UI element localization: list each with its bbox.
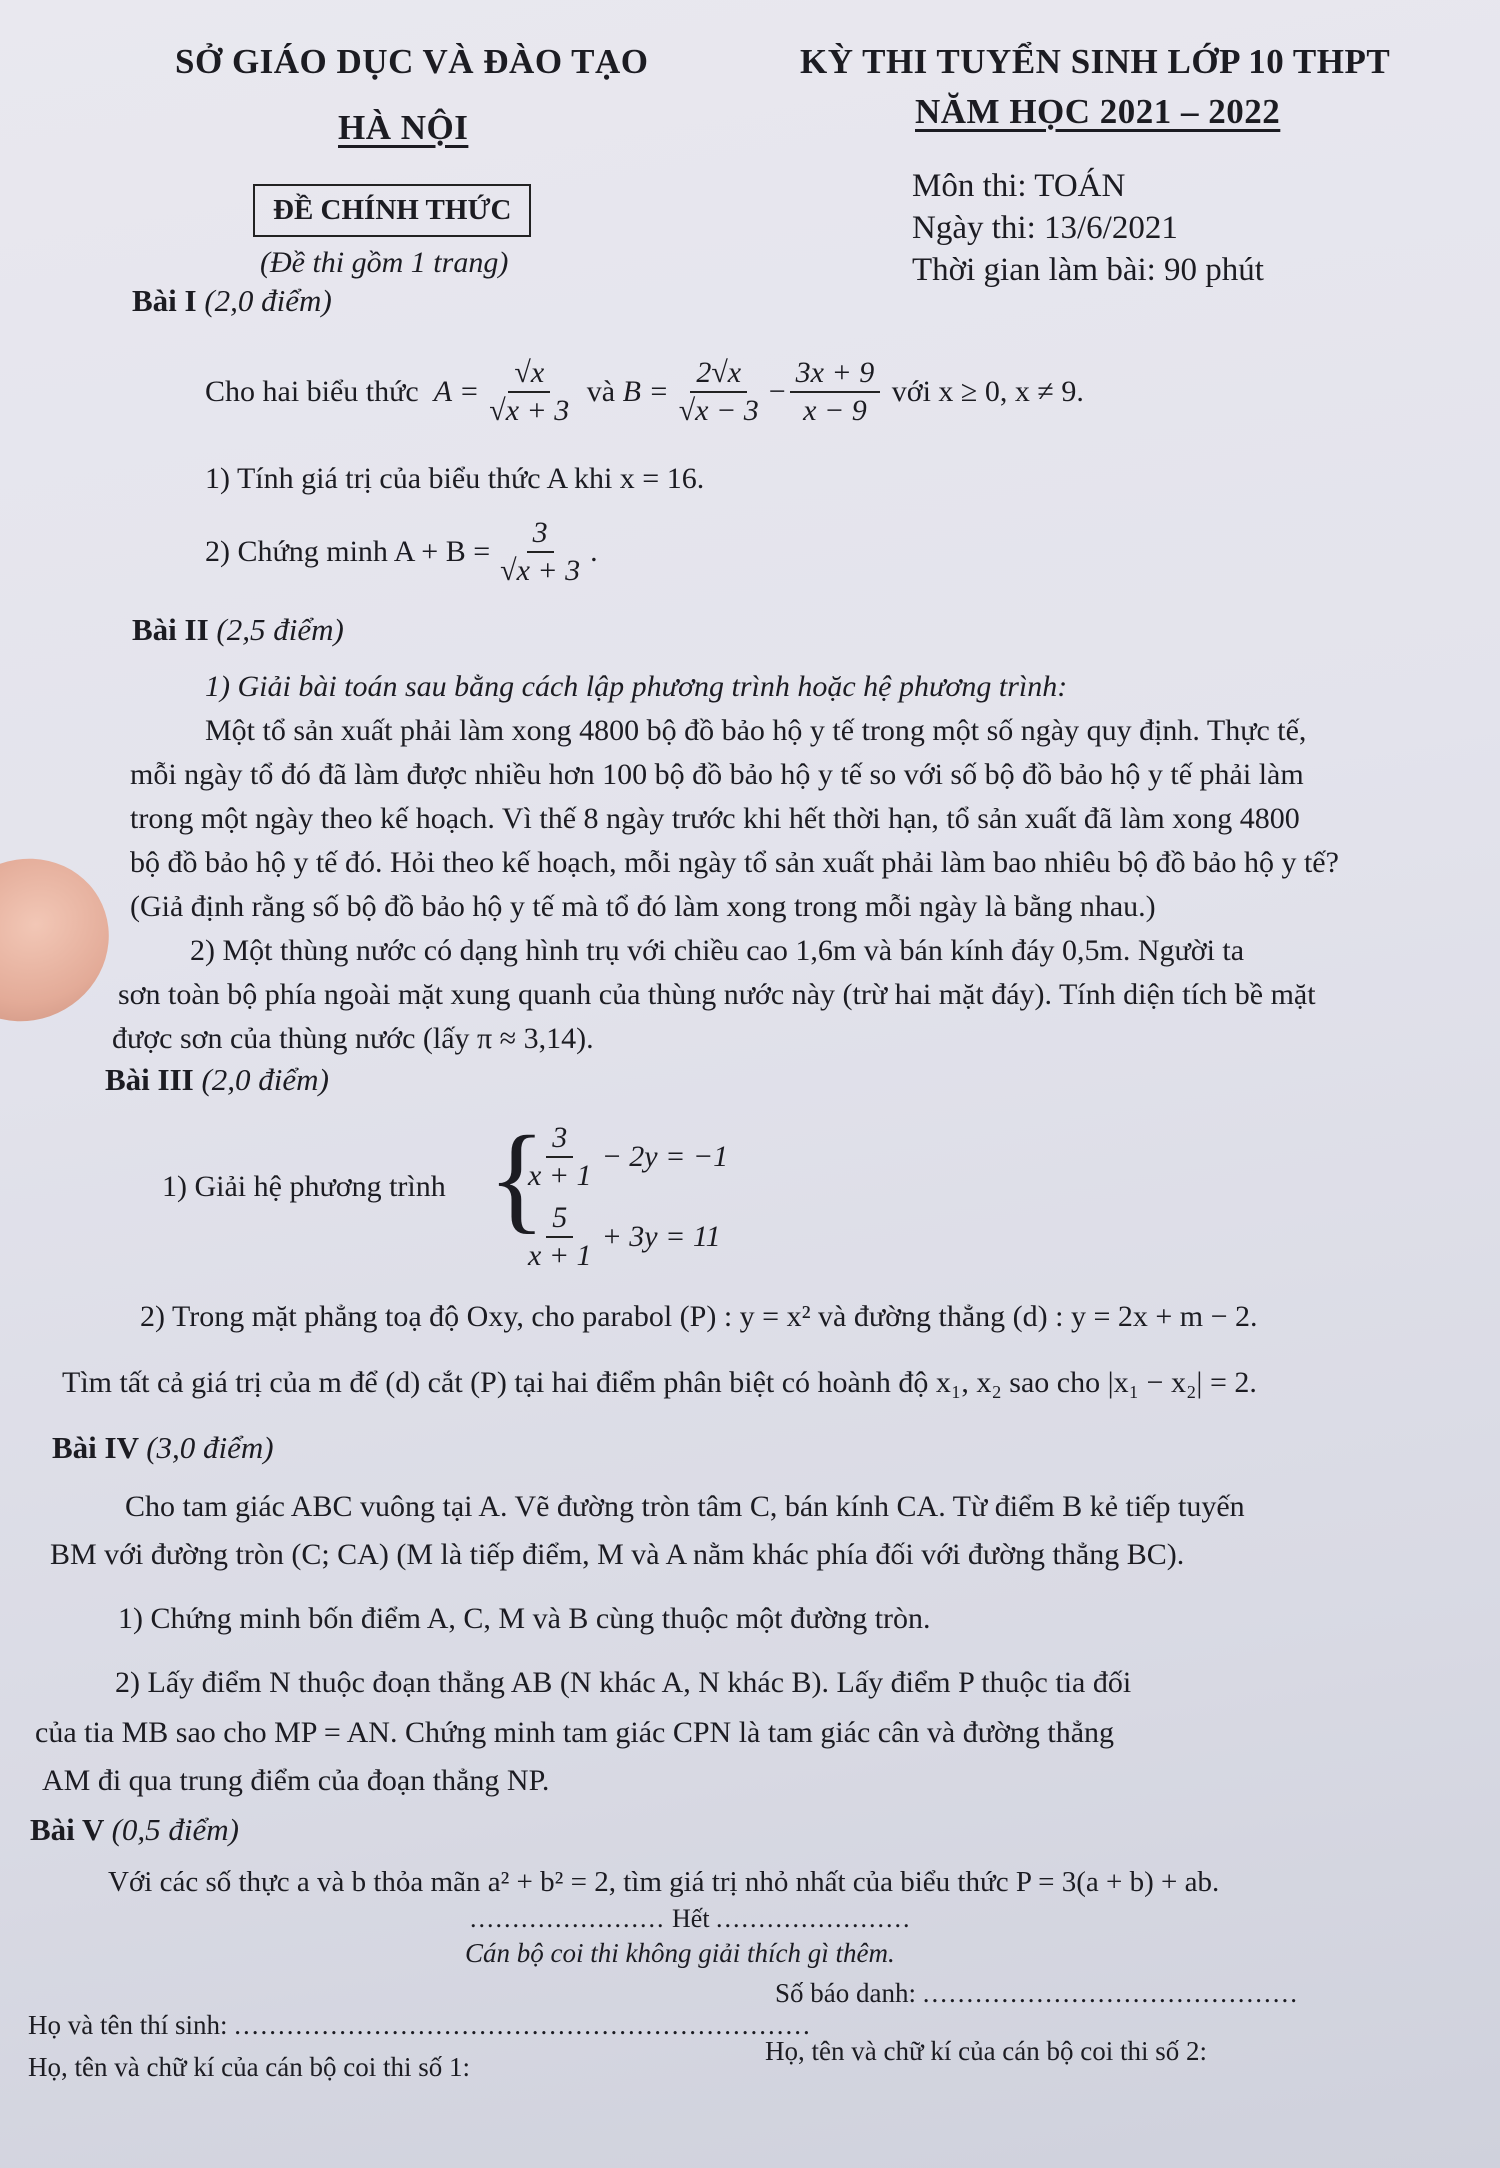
minus-sign: −: [768, 375, 786, 408]
invigilator-1-field: Họ, tên và chữ kí của cán bộ coi thi số 1:: [28, 2052, 471, 2082]
bai-4-question-1: 1) Chứng minh bốn điểm A, C, M và B cùng thuộc một đường tròn.: [118, 1602, 931, 1635]
bai-2-q1-line-3: trong một ngày theo kế hoạch. Vì thế 8 ngày trước khi hết thời hạn, tổ sản xuất đã làm xong 4800: [130, 802, 1300, 835]
bai-5-text: Với các số thực a và b thỏa mãn a² + b² = 2, tìm giá trị nhỏ nhất của biểu thức P = 3(a + b) + ab.: [108, 1866, 1220, 1898]
invigilator-note: Cán bộ coi thi không giải thích gì thêm.: [465, 1938, 895, 1968]
candidate-number-dots: ...........................................: [922, 1978, 1299, 2008]
invigilator-2-field: Họ, tên và chữ kí của cán bộ coi thi số 2:: [765, 2036, 1208, 2066]
bai-1-question-2: [205, 515, 598, 589]
exam-duration: Thời gian làm bài: 90 phút: [912, 252, 1264, 288]
candidate-number-label: Số báo danh:: [775, 1978, 916, 2008]
bai-2-title: Bài II: [132, 612, 209, 647]
eq-2-denominator: x + 1: [528, 1239, 592, 1272]
bai-1-q2-fraction: [494, 515, 586, 589]
pages-note: (Đề thi gồm 1 trang): [260, 246, 509, 279]
bai-1-question-1: 1) Tính giá trị của biểu thức A khi x = 16.: [205, 462, 705, 495]
expr-b-denominator-2: x − 9: [803, 394, 867, 427]
end-dots-left: .......................: [470, 1904, 666, 1933]
bai-4-q2-line-2: của tia MB sao cho MP = AN. Chứng minh tam giác CPN là tam giác cân và đường thẳng: [35, 1716, 1115, 1749]
bai-1-heading: [132, 283, 332, 319]
bai-2-q1-line-5: (Giả định rằng số bộ đồ bảo hộ y tế mà tổ đó làm xong trong mỗi ngày là bằng nhau.): [130, 890, 1156, 923]
school-year: NĂM HỌC 2021 – 2022: [915, 92, 1281, 131]
expr-b-denominator-1: √x − 3: [678, 394, 759, 427]
bai-3-heading: [105, 1062, 329, 1098]
department-name: SỞ GIÁO DỤC VÀ ĐÀO TẠO: [175, 42, 649, 81]
eq-1-rest: − 2y = −1: [601, 1140, 729, 1173]
condition: với x ≥ 0, x ≠ 9.: [891, 375, 1084, 408]
end-label: Hết: [672, 1904, 710, 1933]
bai-3-q2-line-1: 2) Trong mặt phẳng toạ độ Oxy, cho parabol (P) : y = x² và đường thẳng (d) : y = 2x + m − 2.: [140, 1300, 1258, 1333]
finger-image: [0, 828, 139, 1052]
equation-2: [518, 1200, 721, 1274]
candidate-number-field: [775, 1978, 1299, 2009]
bai-2-q1-line-1: Một tổ sản xuất phải làm xong 4800 bộ đồ bảo hộ y tế trong một số ngày quy định. Thực tế,: [205, 714, 1307, 747]
bai-3-question-1: 1) Giải hệ phương trình: [162, 1170, 446, 1203]
system-brace: {: [488, 1111, 546, 1244]
bai-1-q2-denominator: √x + 3: [500, 554, 581, 587]
expr-a-denominator: √x + 3: [489, 394, 570, 427]
expr-b-lhs: B =: [622, 375, 669, 408]
eq-2-numerator: 5: [546, 1200, 573, 1238]
bai-3-q2-line-2: Tìm tất cả giá trị của m để (d) cắt (P) tại hai điểm phân biệt có hoành độ x₁, x₂ sao cho |x₁ − x₂| = 2.: [62, 1366, 1257, 1399]
expr-b-numerator-2: 3x + 9: [790, 355, 881, 393]
eq-2-rest: + 3y = 11: [601, 1220, 721, 1253]
bai-2-q1-line-4: bộ đồ bảo hộ y tế đó. Hỏi theo kế hoạch, mỗi ngày tổ sản xuất phải làm bao nhiêu bộ đồ bảo hộ y tế?: [130, 846, 1339, 879]
bai-1-intro: Cho hai biểu thức: [205, 375, 419, 408]
bai-1-q2-period: .: [590, 535, 598, 568]
bai-4-q2-line-1: 2) Lấy điểm N thuộc đoạn thẳng AB (N khác A, N khác B). Lấy điểm P thuộc tia đối: [115, 1666, 1132, 1699]
bai-5-points: (0,5 điểm): [111, 1812, 239, 1847]
bai-1-q2-text: 2) Chứng minh A + B =: [205, 535, 491, 568]
expr-b-fraction-1: [673, 355, 765, 429]
bai-4-intro-line-1: Cho tam giác ABC vuông tại A. Vẽ đường tròn tâm C, bán kính CA. Từ điểm B kẻ tiếp tuyến: [125, 1490, 1245, 1523]
bai-4-title: Bài IV: [52, 1430, 139, 1465]
exam-title: KỲ THI TUYỂN SINH LỚP 10 THPT: [800, 42, 1391, 81]
bai-1-title: Bài I: [132, 283, 197, 318]
eq-1-fraction: [522, 1120, 598, 1194]
bai-2-points: (2,5 điểm): [216, 612, 344, 647]
department-city: HÀ NỘI: [338, 108, 469, 147]
candidate-name-field: [28, 2010, 812, 2041]
bai-3-points: (2,0 điểm): [201, 1062, 329, 1097]
bai-2-q2-line-2: sơn toàn bộ phía ngoài mặt xung quanh của thùng nước này (trừ hai mặt đáy). Tính diện tích bề mặt: [118, 978, 1316, 1011]
eq-1-numerator: 3: [546, 1120, 573, 1158]
expr-a-fraction: [483, 355, 575, 429]
bai-2-q1-line-2: mỗi ngày tổ đó đã làm được nhiều hơn 100 bộ đồ bảo hộ y tế so với số bộ đồ bảo hộ y tế phải làm: [130, 758, 1304, 791]
bai-2-heading: [132, 612, 344, 648]
expr-b-fraction-2: [790, 355, 881, 429]
bai-3-title: Bài III: [105, 1062, 194, 1097]
bai-2-question-1-title: 1) Giải bài toán sau bằng cách lập phương trình hoặc hệ phương trình:: [205, 670, 1068, 703]
bai-4-points: (3,0 điểm): [146, 1430, 274, 1465]
bai-5-heading: [30, 1812, 239, 1848]
bai-1-points: (2,0 điểm): [204, 283, 332, 318]
subject: Môn thi: TOÁN: [912, 168, 1126, 204]
expr-b-numerator-1: 2√x: [690, 355, 747, 393]
equation-1: [518, 1120, 728, 1194]
bai-1-q2-numerator: 3: [527, 515, 554, 553]
expr-a-numerator: √x: [508, 355, 550, 393]
bai-4-heading: [52, 1430, 274, 1466]
eq-2-fraction: [522, 1200, 598, 1274]
candidate-name-dots: ..................................................................: [234, 2010, 812, 2040]
bai-5-title: Bài V: [30, 1812, 104, 1847]
bai-4-q2-line-3: AM đi qua trung điểm của đoạn thẳng NP.: [42, 1764, 550, 1797]
official-label: ĐỀ CHÍNH THỨC: [253, 184, 531, 237]
expr-a-lhs: A =: [433, 375, 480, 408]
eq-1-denominator: x + 1: [528, 1159, 592, 1192]
bai-4-intro-line-2: BM với đường tròn (C; CA) (M là tiếp điểm, M và A nằm khác phía đối với đường thẳng BC).: [50, 1538, 1185, 1571]
and-word: và: [586, 375, 616, 408]
candidate-name-label: Họ và tên thí sinh:: [28, 2010, 228, 2040]
exam-date: Ngày thi: 13/6/2021: [912, 210, 1178, 246]
bai-2-q2-line-3: được sơn của thùng nước (lấy π ≈ 3,14).: [112, 1022, 594, 1055]
bai-1-expressions: [205, 355, 1084, 429]
end-dots-right: .......................: [716, 1904, 912, 1933]
end-marker: [470, 1904, 912, 1934]
bai-2-q2-line-1: 2) Một thùng nước có dạng hình trụ với chiều cao 1,6m và bán kính đáy 0,5m. Người ta: [190, 934, 1245, 967]
